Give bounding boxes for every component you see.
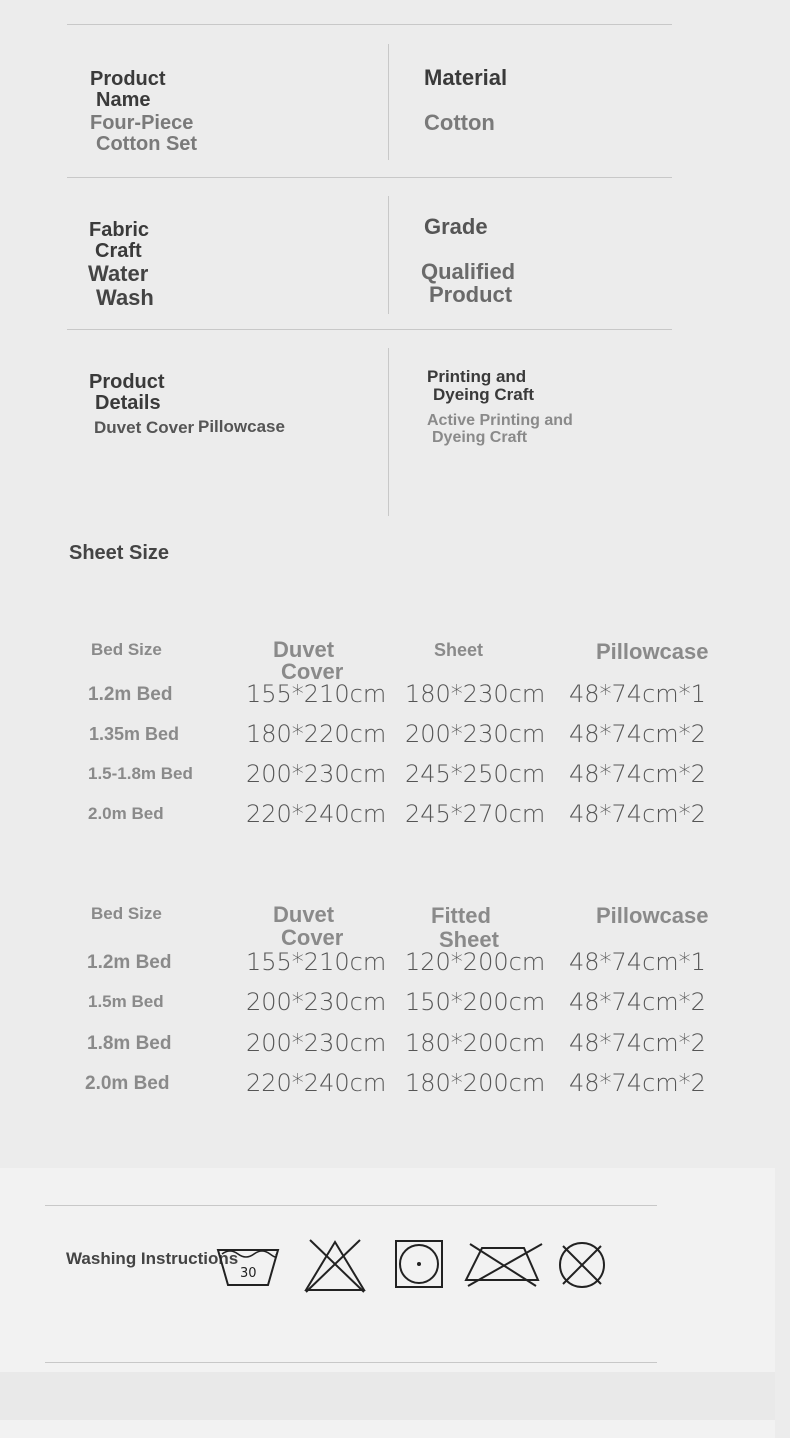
wash-temperature: 30 xyxy=(240,1266,257,1281)
fabric-craft-label-line1: Fabric xyxy=(89,219,150,241)
table1-bed: 1.35m Bed xyxy=(89,724,180,744)
fabric-craft-value-line1: Water xyxy=(88,261,149,286)
no-bleach-icon xyxy=(302,1238,368,1294)
grade-value-line1: Qualified xyxy=(421,259,516,284)
table1-duvet: 220*240cm xyxy=(246,800,387,828)
table1-pillow: 48*74cm*2 xyxy=(569,720,706,748)
table2-duvet: 200*230cm xyxy=(246,988,387,1016)
table2-pillow: 48*74cm*1 xyxy=(569,948,706,976)
table1-duvet: 180*220cm xyxy=(246,720,387,748)
no-dry-clean-icon xyxy=(557,1240,607,1290)
printing-value xyxy=(427,412,573,446)
table2-header-duvet-line2: Cover xyxy=(281,925,344,950)
fabric-craft-value xyxy=(88,262,154,310)
sheet-size-title: Sheet Size xyxy=(69,542,170,564)
table2-duvet: 220*240cm xyxy=(246,1069,387,1097)
product-details-value-b xyxy=(198,417,285,437)
tumble-dry-low-icon xyxy=(395,1240,443,1288)
printing-value-line2: Dyeing Craft xyxy=(432,429,528,446)
product-details-label xyxy=(89,372,165,414)
details-pillowcase: Pillowcase xyxy=(198,417,285,436)
table2-sheet: 180*200cm xyxy=(405,1029,546,1057)
table1-sheet: 245*270cm xyxy=(405,800,546,828)
product-details-label-line1: Product xyxy=(89,371,165,393)
table1-pillow: 48*74cm*2 xyxy=(569,800,706,828)
product-name-label-line1: Product xyxy=(90,68,166,90)
grade-label: Grade xyxy=(424,214,488,239)
table1-bed: 1.5-1.8m Bed xyxy=(88,764,193,783)
table2-bed: 1.2m Bed xyxy=(87,952,172,973)
table2-sheet: 120*200cm xyxy=(405,948,546,976)
table2-bed: 1.5m Bed xyxy=(88,992,164,1011)
table2-header-duvet xyxy=(273,903,343,949)
table1-header-duvet-line1: Duvet xyxy=(273,637,335,662)
product-details-label-line2: Details xyxy=(95,392,161,414)
divider-col3 xyxy=(388,348,389,516)
product-name-value-line2: Cotton Set xyxy=(96,133,198,155)
product-name-value-line1: Four-Piece xyxy=(90,112,194,134)
table1-header-duvet-line2: Cover xyxy=(281,659,344,684)
product-name-label-line2: Name xyxy=(96,89,151,111)
material-value: Cotton xyxy=(424,110,495,135)
printing-label-line1: Printing and xyxy=(427,367,527,386)
table2-pillow: 48*74cm*2 xyxy=(569,1029,706,1057)
table1-sheet: 245*250cm xyxy=(405,760,546,788)
table2-pillow: 48*74cm*2 xyxy=(569,1069,706,1097)
table2-duvet: 155*210cm xyxy=(246,948,387,976)
divider-col1 xyxy=(388,44,389,160)
table2-header-fitted-sheet xyxy=(431,904,499,952)
divider-top xyxy=(67,24,672,25)
bottom-band xyxy=(0,1372,775,1420)
table2-header-bed-size: Bed Size xyxy=(91,904,162,923)
table1-sheet: 180*230cm xyxy=(405,680,546,708)
table1-header-bed-size: Bed Size xyxy=(91,640,162,659)
printing-label xyxy=(427,368,534,404)
divider-row2 xyxy=(67,329,672,330)
grade-value-line2: Product xyxy=(429,282,513,307)
divider-col2 xyxy=(388,196,389,314)
fabric-craft-label-line2: Craft xyxy=(95,240,142,262)
table2-duvet: 200*230cm xyxy=(246,1029,387,1057)
divider-row1 xyxy=(67,177,672,178)
table2-bed: 2.0m Bed xyxy=(85,1073,170,1094)
washing-divider-bottom xyxy=(45,1362,657,1363)
printing-label-line2: Dyeing Craft xyxy=(433,385,535,404)
table1-header-duvet xyxy=(273,639,343,683)
fabric-craft-label xyxy=(89,220,149,262)
table2-header-sheet-line2: Sheet xyxy=(439,927,499,952)
table2-header-duvet-line1: Duvet xyxy=(273,902,335,927)
wash-30-icon xyxy=(216,1244,280,1288)
product-name-value xyxy=(90,113,197,155)
details-duvet-cover: Duvet Cover xyxy=(94,418,195,437)
material-label: Material xyxy=(424,65,508,90)
grade-value xyxy=(421,260,515,306)
product-name-label xyxy=(90,69,166,111)
table2-sheet: 180*200cm xyxy=(405,1069,546,1097)
table1-sheet: 200*230cm xyxy=(405,720,546,748)
washing-divider-top xyxy=(45,1205,657,1206)
table2-header-sheet-line1: Fitted xyxy=(431,903,491,928)
table2-header-pillowcase: Pillowcase xyxy=(596,903,709,928)
washing-instructions-label: Washing Instructions xyxy=(66,1249,239,1268)
table1-header-sheet: Sheet xyxy=(434,640,484,660)
printing-value-line1: Active Printing and xyxy=(427,412,573,429)
table1-pillow: 48*74cm*1 xyxy=(569,680,706,708)
no-iron-icon xyxy=(462,1240,544,1288)
table1-bed: 2.0m Bed xyxy=(88,804,164,823)
table1-bed: 1.2m Bed xyxy=(88,684,173,705)
table2-pillow: 48*74cm*2 xyxy=(569,988,706,1016)
table1-duvet: 200*230cm xyxy=(246,760,387,788)
table1-header-pillowcase: Pillowcase xyxy=(596,639,709,664)
table1-duvet: 155*210cm xyxy=(246,680,387,708)
table1-pillow: 48*74cm*2 xyxy=(569,760,706,788)
table2-bed: 1.8m Bed xyxy=(87,1033,172,1054)
product-details-value xyxy=(94,418,194,438)
fabric-craft-value-line2: Wash xyxy=(96,285,154,310)
table2-sheet: 150*200cm xyxy=(405,988,546,1016)
